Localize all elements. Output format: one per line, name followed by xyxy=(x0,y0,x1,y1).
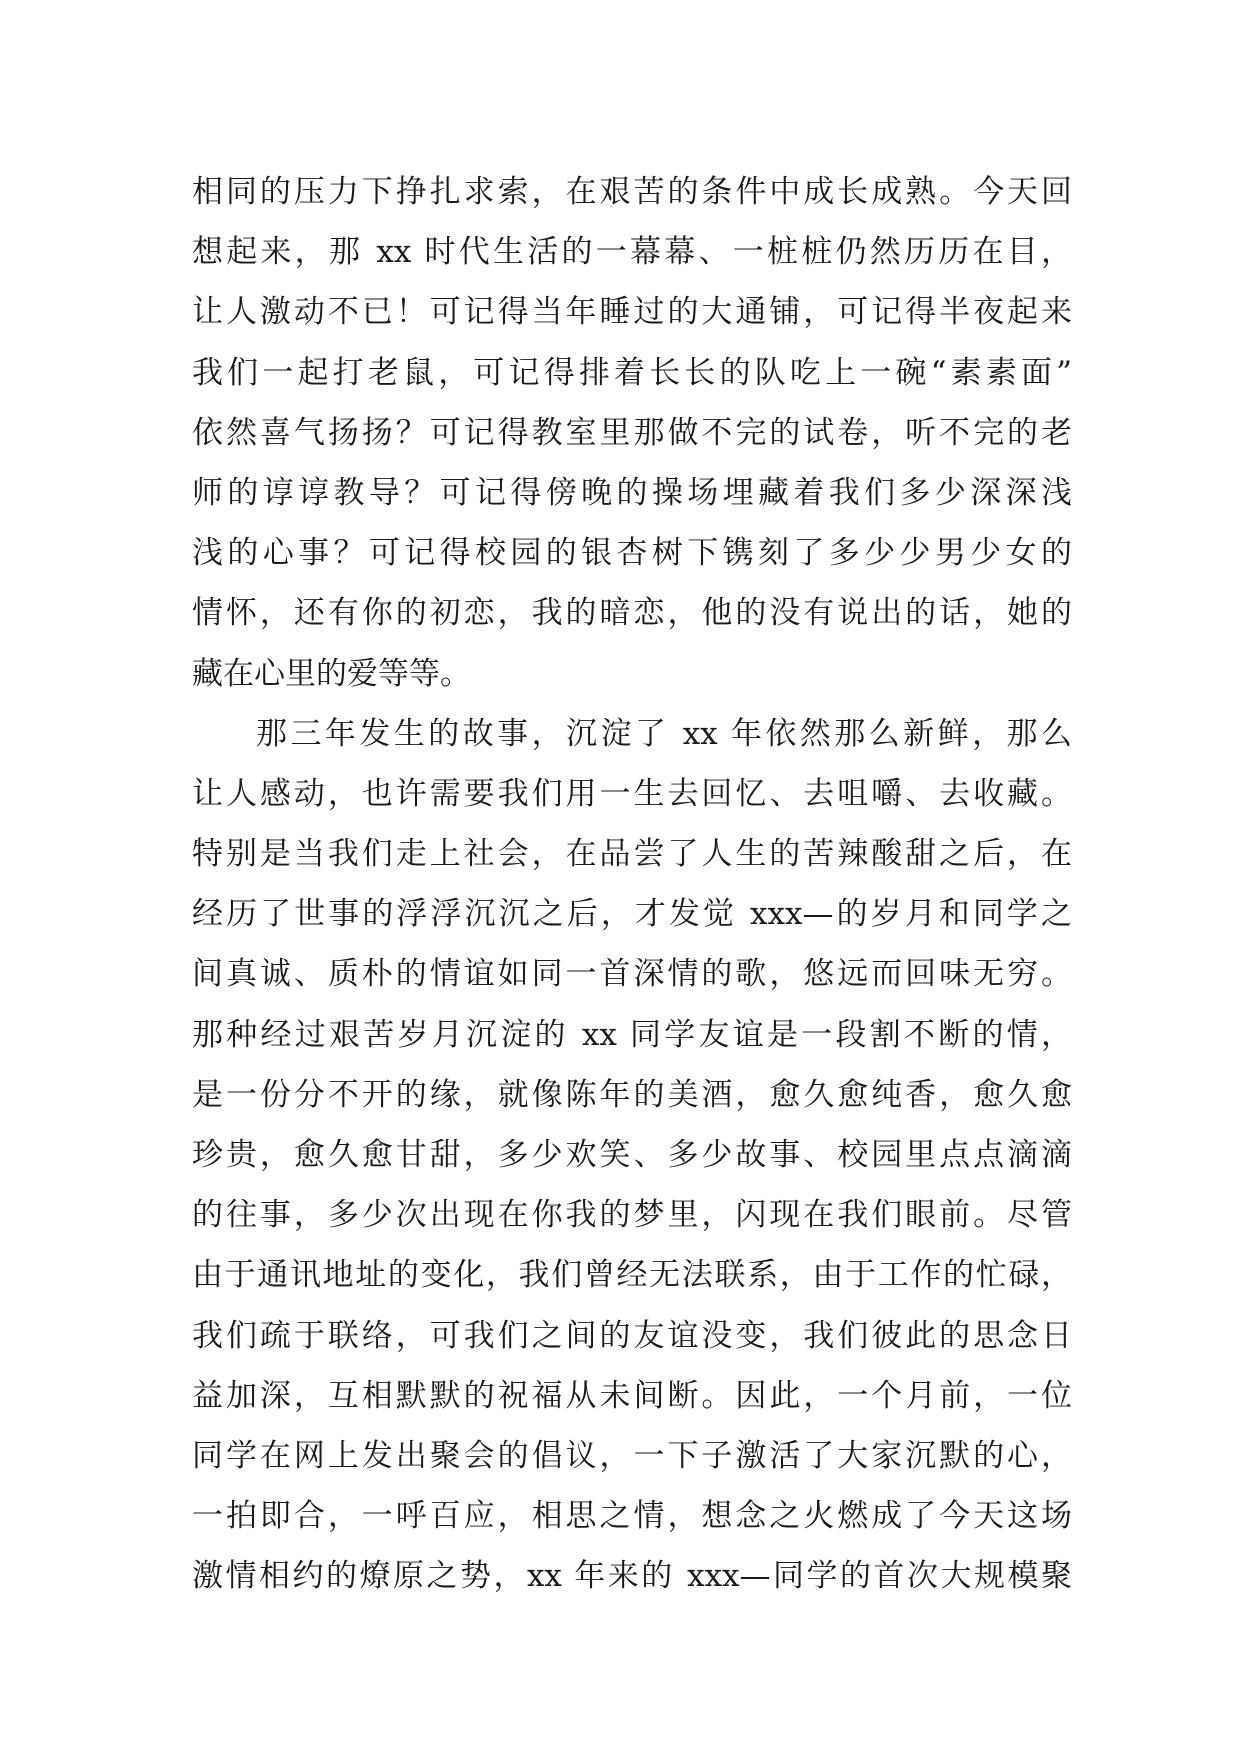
text-line: 经历了世事的浮浮沉沉之后，才发觉 xxx—的岁月和同学之 xyxy=(192,896,1072,933)
text-line: 我们一起打老鼠，可记得排着长长的队吃上一碗“素素面” xyxy=(192,354,1072,391)
text-line: 的往事，多少次出现在你我的梦里，闪现在我们眼前。尽管 xyxy=(192,1197,1072,1234)
text-line: 我们疏于联络，可我们之间的友谊没变，我们彼此的思念日 xyxy=(192,1317,1072,1354)
text-line: 间真诚、质朴的情谊如同一首深情的歌，悠远而回味无穷。 xyxy=(192,956,1072,993)
text-line: 让人激动不已！可记得当年睡过的大通铺，可记得半夜起来 xyxy=(192,294,1072,331)
text-line: 师的谆谆教导？可记得傍晚的操场埋藏着我们多少深深浅 xyxy=(192,474,1072,511)
text-line: 相同的压力下挣扎求索，在艰苦的条件中成长成熟。今天回 xyxy=(192,174,1072,210)
text-line: 浅的心事？可记得校园的银杏树下镌刻了多少少男少女的 xyxy=(192,535,1072,572)
text-line: 同学在网上发出聚会的倡议，一下子激活了大家沉默的心， xyxy=(192,1437,1072,1474)
text-line: 一拍即合，一呼百应，相思之情，想念之火燃成了今天这场 xyxy=(192,1498,1072,1535)
text-line: 特别是当我们走上社会，在品尝了人生的苦辣酸甜之后，在 xyxy=(192,836,1072,873)
text-line: 珍贵，愈久愈甘甜，多少欢笑、多少故事、校园里点点滴滴 xyxy=(192,1137,1072,1173)
text-line: 益加深，互相默默的祝福从未间断。因此，一个月前，一位 xyxy=(192,1377,1072,1414)
paragraph-first-line: 那三年发生的故事，沉淀了 xx 年依然那么新鲜，那么 xyxy=(256,715,1072,752)
text-line: 依然喜气扬扬？可记得教室里那做不完的试卷，听不完的老 xyxy=(192,414,1072,451)
text-line: 激情相约的燎原之势，xx 年来的 xxx—同学的首次大规模聚 xyxy=(192,1558,1072,1595)
text-line: 想起来，那 xx 时代生活的一幕幕、一桩桩仍然历历在目， xyxy=(192,234,1072,271)
text-line: 让人感动，也许需要我们用一生去回忆、去咀嚼、去收藏。 xyxy=(192,775,1072,812)
text-line: 情怀，还有你的初恋，我的暗恋，他的没有说出的话，她的 xyxy=(192,595,1072,632)
text-line: 那种经过艰苦岁月沉淀的 xx 同学友谊是一段割不断的情， xyxy=(192,1016,1072,1053)
text-line: 藏在心里的爱等等。 xyxy=(192,655,471,692)
text-line: 由于通讯地址的变化，我们曾经无法联系，由于工作的忙碌， xyxy=(192,1257,1072,1294)
text-line: 是一份分不开的缘，就像陈年的美酒，愈久愈纯香，愈久愈 xyxy=(192,1076,1072,1113)
document-body xyxy=(192,162,1072,1607)
